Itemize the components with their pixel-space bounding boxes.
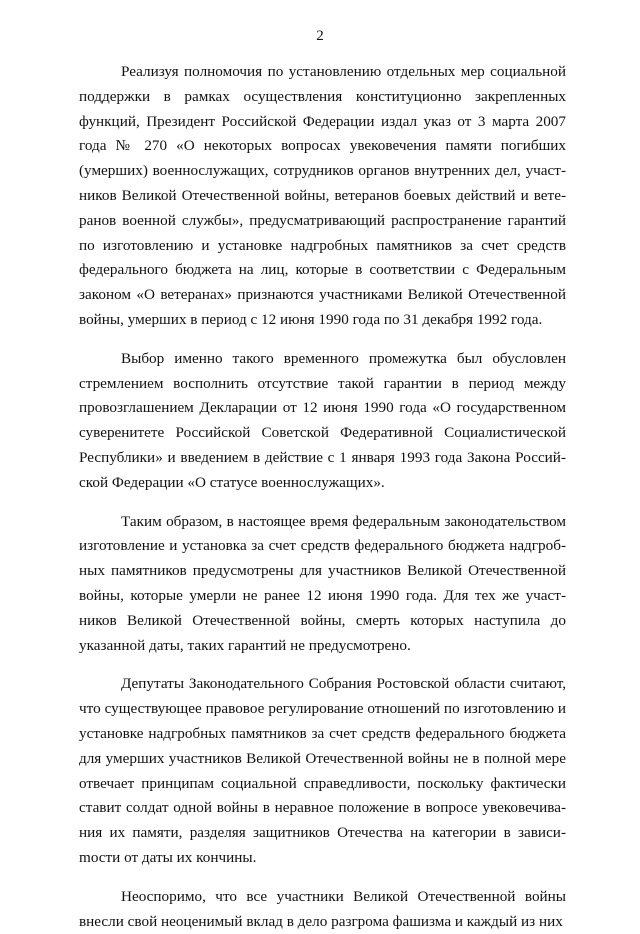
paragraph-5: Неоспоримо, что все участники Великой Отечественной войны внесли свой неоценимый вклад в дело разгрома фашизма и каждый из них bbox=[79, 887, 566, 930]
paragraph-3: Таким образом, в настоящее время федеральным законодательством изготовление и установка за счет средств федерального бюджета надгробных памятников предусмотрены для участников Великой Отечественной войны, которые умерли не ранее 12 июня 1990 года. Для тех же участников Великой Отечественной войны, смерть которых наступила до указанной даты, таких гарантий не предусмотрено. bbox=[79, 512, 566, 654]
page-number: 2 bbox=[316, 28, 324, 44]
document-body bbox=[79, 60, 566, 934]
paragraph-1: Реализуя полномочия по установлению отдельных мер социальной поддержки в рамках осуществления конституционно закрепленных функций, Президент Российской Федерации издал указ от 3 марта 2007 года № 270 «О некоторых вопросах увековечения памяти погибших (умерших) военнослужащих, сотрудников органов внутренних дел, участников Великой Отечественной войны, ветеранов боевых действий и ветеранов военной службы», предусматривающий распространение гарантий по изготовлению и установке надгробных памятников за счет средств федерального бюджета на лиц, которые в соответствии с Федеральным законом «О ветеранах» признаются участниками Великой Отечественной войны, умерших в период с 12 июня 1990 года по 31 декабря 1992 года. bbox=[79, 63, 566, 328]
paragraph-2: Выбор именно такого временного промежутка был обусловлен стремлением восполнить отсутствие такой гарантии в период между провозглашением Декларации от 12 июня 1990 года «О государственном суверенитете Российской Советской Федеративной Социалистической Республики» и введением в действие с 1 января 1993 года Закона Российской Федерации «О статусе военнослужащих». bbox=[79, 349, 566, 491]
paragraph-4: Депутаты Законодательного Собрания Ростовской области считают, что существующее правовое регулирование отношений по изготовлению и установке надгробных памятников за счет средств федерального бюджета для умерших участников Великой Отечественной войны не в полной мере отвечает принципам социальной справедливости, поскольку фактически ставит солдат одной войны в неравное положение в вопросе увековечивания их памяти, разделяя защитников Отечества на категории в зависиmости от даты их кончины. bbox=[79, 675, 566, 866]
